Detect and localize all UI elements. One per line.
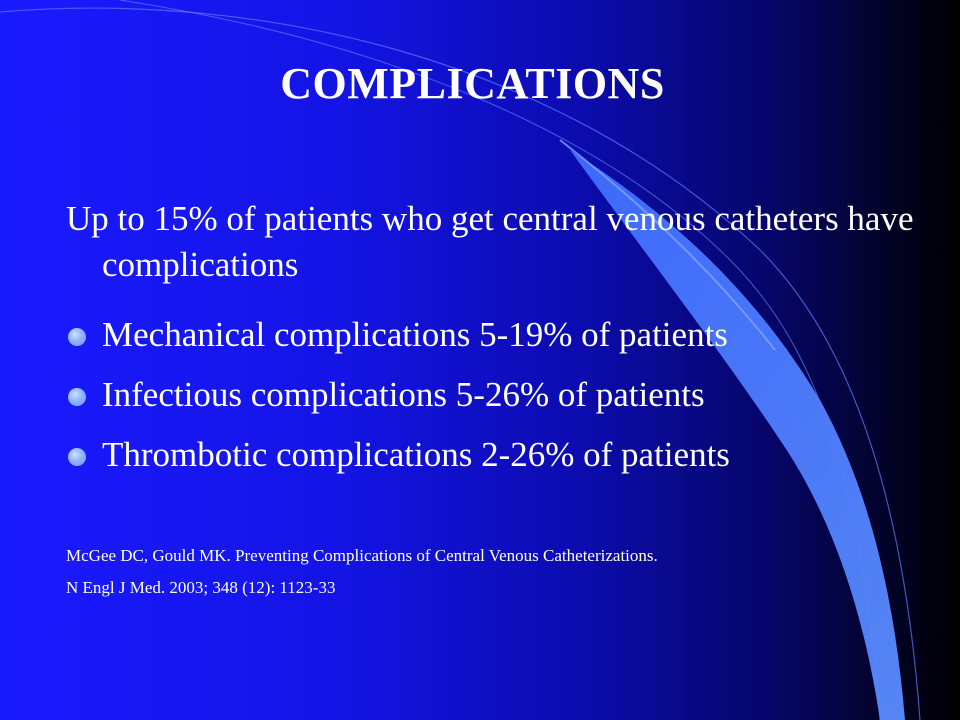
reference-line-2: N Engl J Med. 2003; 348 (12): 1123-33	[66, 578, 336, 597]
intro-text: Up to 15% of patients who get central venous catheters have complications	[66, 199, 914, 284]
reference-line-1: McGee DC, Gould MK. Preventing Complications of Central Venous Catheterizations.	[66, 546, 658, 565]
bullet-text: Thrombotic complications 2-26% of patients	[102, 435, 730, 474]
bullet-dot-icon	[68, 388, 86, 406]
bullet-text: Infectious complications 5-26% of patients	[102, 375, 705, 414]
bullet-text: Mechanical complications 5-19% of patients	[102, 315, 728, 354]
bullet-dot-icon	[68, 448, 86, 466]
bullet-list	[66, 312, 926, 492]
bullet-item-thrombotic	[66, 432, 926, 480]
slide-title: COMPLICATIONS	[280, 59, 665, 108]
bullet-dot-icon	[68, 328, 86, 346]
bullet-item-mechanical	[66, 312, 926, 360]
bullet-item-infectious	[66, 372, 926, 420]
